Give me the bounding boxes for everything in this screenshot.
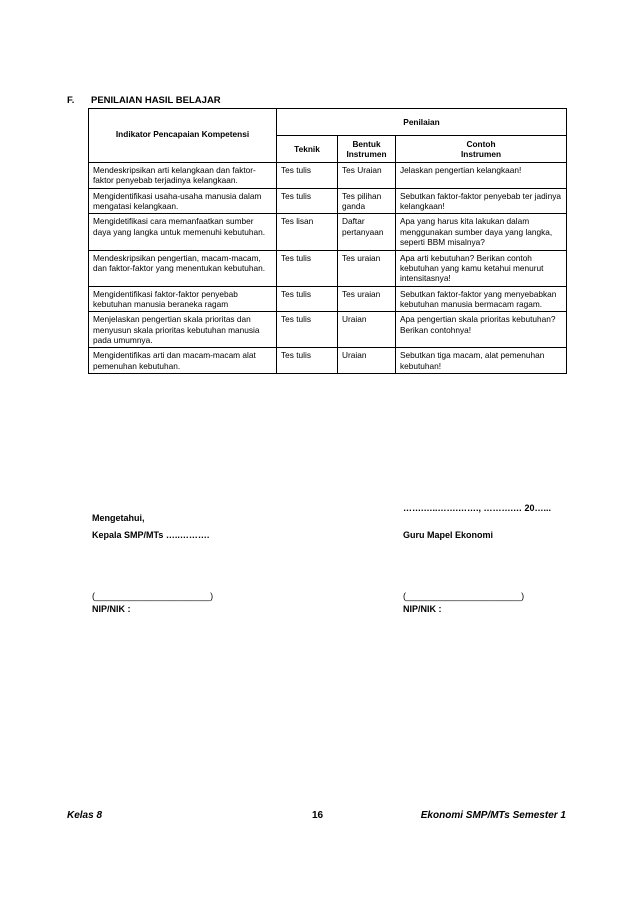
header-form: Bentuk Instrumen: [338, 136, 396, 163]
form-cell: Tes Uraian: [338, 163, 396, 189]
header-example: Contoh Instrumen: [396, 136, 567, 163]
form-cell: Daftar pertanyaan: [338, 214, 396, 250]
header-technique: Teknik: [277, 136, 338, 163]
known-by-label: Mengetahui,: [92, 513, 145, 523]
table-row: [89, 286, 567, 312]
indicator-cell: Menjelaskan pengertian skala prioritas dan menyusun skala prioritas kebutuhan manusia pada umumnya.: [89, 312, 277, 348]
form-cell: Tes uraian: [338, 250, 396, 286]
example-cell: Apa yang harus kita lakukan dalam menggunakan sumber daya yang langka, seperti BBM misalnya?: [396, 214, 567, 250]
indicator-cell: Mengidetifikasi cara memanfaatkan sumber daya yang langka untuk memenuhi kebutuhan.: [89, 214, 277, 250]
header-indicator: Indikator Pencapaian Kompetensi: [89, 109, 277, 163]
table-row: [89, 214, 567, 250]
teacher-nip-label: NIP/NIK :: [403, 604, 442, 614]
table-row: [89, 348, 567, 374]
section-title: PENILAIAN HASIL BELAJAR: [91, 95, 221, 106]
header-assessment: Penilaian: [277, 109, 567, 136]
footer-subject: Ekonomi SMP/MTs Semester 1: [420, 810, 566, 821]
table-row: [89, 188, 567, 214]
teacher-label: Guru Mapel Ekonomi: [403, 530, 494, 540]
form-cell: Tes uraian: [338, 286, 396, 312]
principal-label: Kepala SMP/MTs …..……….: [92, 530, 210, 540]
date-line: …….…..…….……., ……….… 20…...: [403, 503, 552, 513]
section-heading: [67, 95, 221, 106]
technique-cell: Tes tulis: [277, 286, 338, 312]
example-cell: Jelaskan pengertian kelangkaan!: [396, 163, 567, 189]
table-row: [89, 250, 567, 286]
principal-name-blank: (_______________________): [92, 591, 214, 601]
table-row: [89, 312, 567, 348]
assessment-table: [88, 108, 567, 374]
principal-nip-label: NIP/NIK :: [92, 604, 131, 614]
technique-cell: Tes tulis: [277, 312, 338, 348]
technique-cell: Tes lisan: [277, 214, 338, 250]
page-number: 16: [312, 810, 324, 821]
technique-cell: Tes tulis: [277, 163, 338, 189]
form-cell: Tes pilihan ganda: [338, 188, 396, 214]
technique-cell: Tes tulis: [277, 188, 338, 214]
technique-cell: Tes tulis: [277, 250, 338, 286]
form-cell: Uraian: [338, 312, 396, 348]
table-row: [89, 163, 567, 189]
example-cell: Apa arti kebutuhan? Berikan contoh kebutuhan yang kamu ketahui menurut intensitasnya!: [396, 250, 567, 286]
example-cell: Sebutkan faktor-faktor yang menyebabkan kebutuhan manusia bermacam ragam.: [396, 286, 567, 312]
teacher-name-blank: (_______________________): [403, 591, 525, 601]
example-cell: Apa pengertian skala prioritas kebutuhan? Berikan contohnya!: [396, 312, 567, 348]
indicator-cell: Mengidentifikas arti dan macam-macam alat pemenuhan kebutuhan.: [89, 348, 277, 374]
indicator-cell: Mendeskripsikan arti kelangkaan dan faktor-faktor penyebab terjadinya kelangkaan.: [89, 163, 277, 189]
section-number: F.: [67, 95, 75, 106]
indicator-cell: Mendeskripsikan pengertian, macam-macam, dan faktor-faktor yang menentukan kebutuhan.: [89, 250, 277, 286]
technique-cell: Tes tulis: [277, 348, 338, 374]
example-cell: Sebutkan faktor-faktor penyebab ter jadinya kelangkaan!: [396, 188, 567, 214]
footer-class: Kelas 8: [67, 810, 103, 821]
form-cell: Uraian: [338, 348, 396, 374]
indicator-cell: Mengidentifikasi usaha-usaha manusia dalam mengatasi kelangkaan.: [89, 188, 277, 214]
indicator-cell: Mengidentifikasi faktor-faktor penyebab kebutuhan manusia beraneka ragam: [89, 286, 277, 312]
example-cell: Sebutkan tiga macam, alat pemenuhan kebutuhan!: [396, 348, 567, 374]
